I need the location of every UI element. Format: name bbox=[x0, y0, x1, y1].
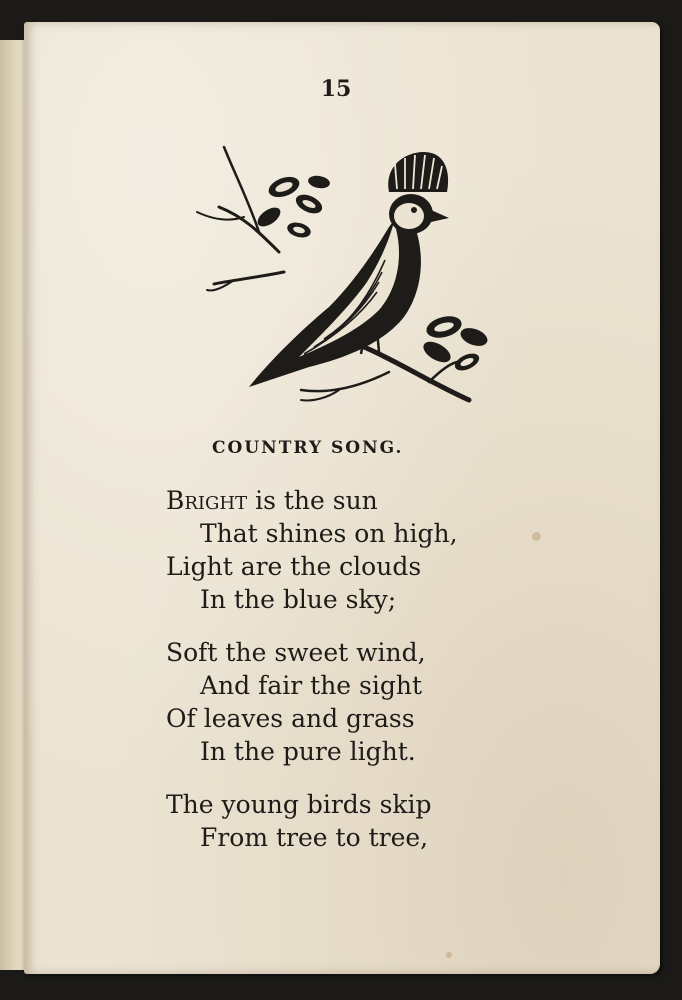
drop-word: Bright bbox=[166, 486, 248, 515]
stanza-gap bbox=[166, 616, 586, 636]
page-number: 15 bbox=[320, 76, 352, 102]
poem-title: COUNTRY SONG. bbox=[212, 438, 404, 458]
stanza-2 bbox=[166, 636, 586, 768]
line-text: is the sun bbox=[247, 486, 378, 515]
stanza-1 bbox=[166, 484, 586, 616]
stanza-gap bbox=[166, 768, 586, 788]
poem-line: From tree to tree, bbox=[200, 823, 429, 852]
book-page bbox=[24, 22, 660, 974]
poem-line: In the blue sky; bbox=[200, 585, 397, 614]
poem-body bbox=[166, 484, 586, 854]
poem-line: Of leaves and grass bbox=[166, 704, 415, 733]
poem-line: And fair the sight bbox=[200, 671, 423, 700]
poem-line: The young birds skip bbox=[166, 790, 432, 819]
bird-on-branch-icon bbox=[189, 132, 489, 412]
poem-line bbox=[166, 484, 586, 517]
poem-line: Soft the sweet wind, bbox=[166, 638, 426, 667]
foxing-spot bbox=[446, 952, 452, 958]
stanza-3 bbox=[166, 788, 586, 854]
poem-line: That shines on high, bbox=[200, 519, 458, 548]
poem-line: In the pure light. bbox=[200, 737, 416, 766]
poem-line: Light are the clouds bbox=[166, 552, 422, 581]
